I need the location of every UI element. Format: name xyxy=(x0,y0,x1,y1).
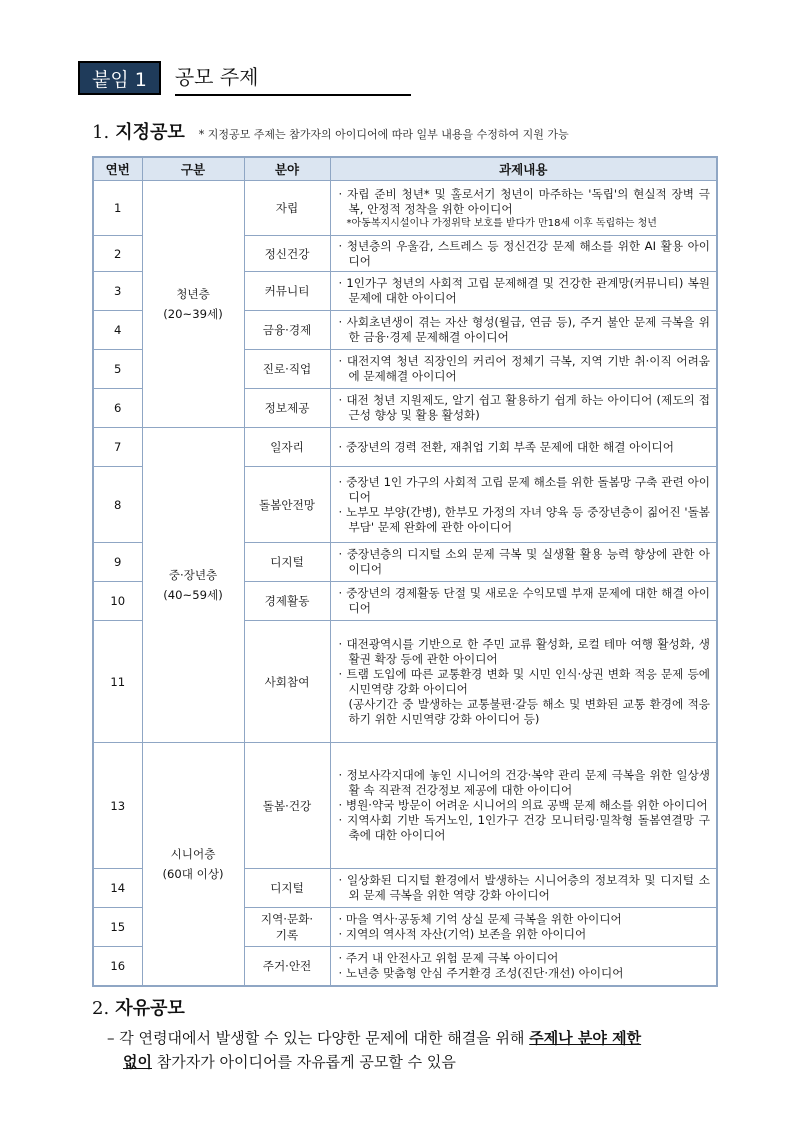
content-item xyxy=(339,276,711,306)
row-number: 9 xyxy=(93,543,142,582)
content-item-text: 사회초년생이 겪는 자산 형성(월급, 연금 등), 주거 불안 문제 극복을 위한 금융·경제 문제해결 아이디어 xyxy=(346,315,710,344)
desc-prefix: – 각 연령대에서 발생할 수 있는 다양한 문제에 대한 해결을 위해 xyxy=(107,1029,530,1047)
bullet-icon: · xyxy=(338,927,346,941)
content-item xyxy=(339,354,711,384)
content-item xyxy=(339,505,711,535)
content-cell xyxy=(330,467,717,543)
attachment-title: 공모 주제 xyxy=(175,60,411,96)
section-1-note: * 지정공모 주제는 참가자의 아이디어에 따라 일부 내용을 수정하여 지원 가능 xyxy=(198,128,569,141)
section-1-number: 1. xyxy=(92,122,110,143)
field-cell: 디지털 xyxy=(244,869,330,908)
content-item xyxy=(339,912,711,927)
content-item-text: 지역사회 기반 독거노인, 1인가구 건강 모니터링·밀착형 돌봄연결망 구축에 대한 아이디어 xyxy=(347,813,710,842)
section-2-number: 2. xyxy=(92,998,110,1019)
bullet-icon: · xyxy=(338,798,346,812)
desc-highlight-2: 없이 xyxy=(123,1053,152,1071)
attachment-badge: 붙임 1 xyxy=(78,61,161,95)
row-number: 2 xyxy=(93,236,142,272)
content-item-text: 중장년의 경제활동 단절 및 새로운 수익모델 부재 문제에 대한 해결 아이디어 xyxy=(346,586,710,615)
table-row xyxy=(93,743,717,869)
bullet-icon: · xyxy=(338,393,347,407)
content-cell xyxy=(330,743,717,869)
row-number: 1 xyxy=(93,181,142,236)
content-item-text: 중장년 1인 가구의 사회적 고립 문제 해소를 위한 돌봄망 구축 관련 아이디어 xyxy=(346,474,710,504)
content-item-text: 청년층의 우울감, 스트레스 등 정신건강 문제 해소를 위한 AI 활용 아이디어 xyxy=(346,238,710,268)
content-cell xyxy=(330,236,717,272)
content-subnote: (공사기간 중 발생하는 교통불편·갈등 해소 및 변화된 교통 환경에 적응하기 위한 시민역량 강화 아이디어 등) xyxy=(348,696,710,726)
col-header-field: 분야 xyxy=(244,157,330,181)
row-number: 13 xyxy=(93,743,142,869)
field-cell: 정보제공 xyxy=(244,389,330,428)
content-item xyxy=(339,798,711,813)
content-footnote: *아동복지시설이나 가정위탁 보호를 받다가 만18세 이후 독립하는 청년 xyxy=(346,217,657,229)
row-number: 3 xyxy=(93,272,142,311)
content-item xyxy=(339,813,711,843)
content-item-text: 노부모 부양(간병), 한부모 가정의 자녀 양육 등 중장년층이 짊어진 '돌봄 부담' 문제 완화에 관한 아이디어 xyxy=(346,504,710,534)
content-item xyxy=(339,440,711,455)
content-item-text: 일상화된 디지털 환경에서 발생하는 시니어층의 정보격차 및 디지털 소외 문제 극복을 위한 역량 강화 아이디어 xyxy=(346,873,710,902)
row-number: 15 xyxy=(93,908,142,947)
table-row xyxy=(93,428,717,467)
content-item xyxy=(339,873,711,903)
content-item xyxy=(339,768,711,798)
row-number: 10 xyxy=(93,582,142,621)
table-header-row xyxy=(93,157,717,181)
col-header-category: 구분 xyxy=(142,157,244,181)
section-1-heading xyxy=(92,118,732,144)
content-cell xyxy=(330,621,717,743)
row-number: 4 xyxy=(93,311,142,350)
row-number: 5 xyxy=(93,350,142,389)
bullet-icon: · xyxy=(338,636,347,651)
bullet-icon: · xyxy=(338,813,348,827)
field-cell: 지역·문화· 기록 xyxy=(244,908,330,947)
field-cell: 일자리 xyxy=(244,428,330,467)
content-item-text: 중장년의 경력 전환, 재취업 기회 부족 문제에 대한 해결 아이디어 xyxy=(345,439,674,454)
row-number: 16 xyxy=(93,947,142,986)
field-cell: 디지털 xyxy=(244,543,330,582)
content-item xyxy=(339,187,711,217)
bullet-icon: · xyxy=(338,950,346,965)
table-row xyxy=(93,181,717,236)
content-item-text: 노년층 맞춤형 안심 주거환경 조성(진단·개선) 아이디어 xyxy=(345,965,624,980)
content-item xyxy=(339,475,711,505)
row-number: 11 xyxy=(93,621,142,743)
content-cell xyxy=(330,350,717,389)
age-group-cell: 시니어층 (60대 이상) xyxy=(142,743,244,986)
content-item xyxy=(339,239,711,269)
content-item-text: 정보사각지대에 놓인 시니어의 건강·복약 관리 문제 극복을 위한 일상생활 속 직관적 건강정보 제공에 대한 아이디어 xyxy=(346,768,710,797)
section-2-description xyxy=(107,1026,719,1074)
content-item-text: 병원·약국 방문이 어려운 시니어의 의료 공백 문제 해소를 위한 아이디어 xyxy=(345,798,708,812)
field-cell: 돌봄안전망 xyxy=(244,467,330,543)
table-body xyxy=(93,181,717,986)
age-group-cell: 중·장년층 (40~59세) xyxy=(142,428,244,743)
content-cell xyxy=(330,543,717,582)
content-item xyxy=(339,547,711,577)
content-cell xyxy=(330,947,717,986)
bullet-icon: · xyxy=(338,186,348,201)
field-cell: 자립 xyxy=(244,181,330,236)
bullet-icon: · xyxy=(338,912,346,926)
content-item xyxy=(339,927,711,942)
field-cell: 돌봄·건강 xyxy=(244,743,330,869)
content-item-text: 트램 도입에 따른 교통환경 변화 및 시민 인식·상권 변화 적응 문제 등에 시민역량 강화 아이디어 xyxy=(346,666,710,696)
content-cell xyxy=(330,582,717,621)
row-number: 8 xyxy=(93,467,142,543)
field-cell: 정신건강 xyxy=(244,236,330,272)
content-item-text: 중장년층의 디지털 소외 문제 극복 및 실생활 활용 능력 향상에 관한 아이디어 xyxy=(346,547,710,576)
content-cell xyxy=(330,908,717,947)
bullet-icon: · xyxy=(338,315,347,329)
content-item xyxy=(339,315,711,345)
bullet-icon: · xyxy=(338,873,347,887)
age-group-cell: 청년층 (20~39세) xyxy=(142,181,244,428)
content-item-text: 마을 역사·공동체 기억 상실 문제 극복을 위한 아이디어 xyxy=(345,912,622,926)
content-item xyxy=(339,966,711,981)
content-item xyxy=(339,637,711,667)
row-number: 6 xyxy=(93,389,142,428)
bullet-icon: · xyxy=(338,965,346,980)
row-number: 7 xyxy=(93,428,142,467)
bullet-icon: · xyxy=(338,474,347,489)
field-cell: 사회참여 xyxy=(244,621,330,743)
field-cell: 커뮤니티 xyxy=(244,272,330,311)
section-2-title: 자유공모 xyxy=(115,998,185,1019)
content-cell xyxy=(330,869,717,908)
content-cell xyxy=(330,389,717,428)
field-cell: 주거·안전 xyxy=(244,947,330,986)
field-cell: 금융·경제 xyxy=(244,311,330,350)
bullet-icon: · xyxy=(338,354,347,368)
content-item xyxy=(339,586,711,616)
content-cell xyxy=(330,311,717,350)
row-number: 14 xyxy=(93,869,142,908)
content-cell xyxy=(330,428,717,467)
bullet-icon: · xyxy=(338,547,347,561)
bullet-icon: · xyxy=(338,586,347,600)
content-item xyxy=(339,393,711,423)
content-item-text: 1인가구 청년의 사회적 고립 문제해결 및 건강한 관계망(커뮤니티) 복원 문제에 대한 아이디어 xyxy=(346,276,710,305)
col-header-no: 연번 xyxy=(93,157,142,181)
bullet-icon: · xyxy=(338,768,347,782)
content-item-text: 대전광역시를 기반으로 한 주민 교류 활성화, 로컬 테마 여행 활성화, 생활권 확장 등에 관한 아이디어 xyxy=(346,636,710,666)
bullet-icon: · xyxy=(338,439,346,454)
content-item xyxy=(339,667,711,697)
bullet-icon: · xyxy=(338,666,347,681)
section-2-heading xyxy=(92,994,185,1020)
field-cell: 경제활동 xyxy=(244,582,330,621)
content-item-text: 대전지역 청년 직장인의 커리어 정체기 극복, 지역 기반 취·이직 어려움에 문제해결 아이디어 xyxy=(346,354,710,383)
field-cell: 진로·직업 xyxy=(244,350,330,389)
content-item-text: 지역의 역사적 자산(기억) 보존을 위한 아이디어 xyxy=(345,927,587,941)
attachment-header xyxy=(78,61,411,95)
section-1-title: 지정공모 xyxy=(115,122,185,143)
bullet-icon: · xyxy=(338,504,347,519)
content-cell xyxy=(330,272,717,311)
content-item-text: 주거 내 안전사고 위험 문제 극복 아이디어 xyxy=(345,950,559,965)
desc-highlight-1: 주제나 분야 제한 xyxy=(529,1029,642,1047)
content-cell xyxy=(330,181,717,236)
topic-table xyxy=(92,156,718,987)
content-item xyxy=(339,951,711,966)
bullet-icon: · xyxy=(338,276,347,290)
bullet-icon: · xyxy=(338,238,347,253)
col-header-content: 과제내용 xyxy=(330,157,717,181)
content-item-text: 대전 청년 지원제도, 알기 쉽고 활용하기 쉽게 하는 아이디어 (제도의 접근성 향상 및 활용 활성화) xyxy=(346,393,710,422)
desc-suffix: 참가자가 아이디어를 자유롭게 공모할 수 있음 xyxy=(151,1053,456,1071)
content-item-text: 자립 준비 청년* 및 홀로서기 청년이 마주하는 '독립'의 현실적 장벽 극복, 안정적 정착을 위한 아이디어 xyxy=(347,186,710,216)
